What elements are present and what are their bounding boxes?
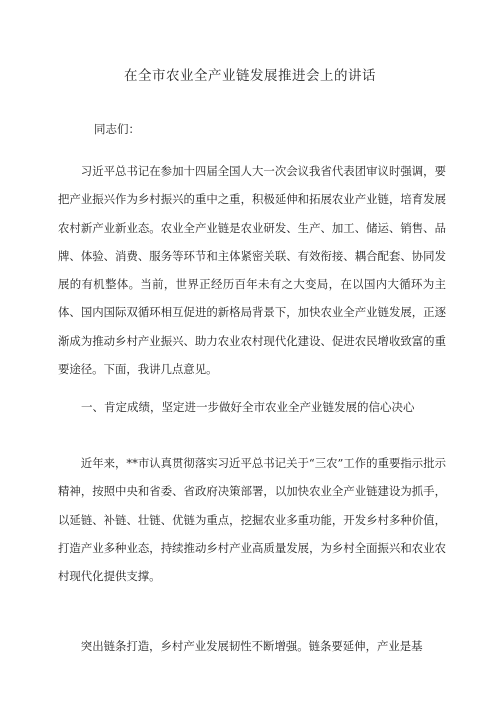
paragraph-chain: 突出链条打造，乡村产业发展韧性不断增强。链条要延伸，产业是基 bbox=[80, 639, 423, 653]
salutation: 同志们： bbox=[94, 122, 140, 136]
paragraph-achievements: 近年来，**市认真贯彻落实习近平总书记关于“三农”工作的重要指示批示精神，按照中央和省委、省政府决策部署，以加快农业全产业链建设为抓手，以延链、补链、壮链、优链为重点，挖掘农业多重功能，开发乡村多种价值，打造产业多种业态，持续推动乡村产业高质量发展，为乡村全面振兴和农业农村现代化提供支撑。 bbox=[58, 456, 446, 584]
paragraph-intro: 习近平总书记在参加十四届全国人大一次会议我省代表团审议时强调，要把产业振兴作为乡村振兴的重中之重，积极延伸和拓展农业产业链，培育发展农村新产业新业态。农业全产业链是农业研发、生产、加工、储运、销售、品牌、体验、消费、服务等环节和主体紧密关联、有效衔接、耦合配套、协同发展的有机整体。当前，世界正经历百年未有之大变局，在以国内大循环为主体、国内国际双循环相互促进的新格局背景下，加快农业全产业链发展，正逐渐成为推动乡村产业振兴、助力农业农村现代化建设、促进农民增收致富的重要途径。下面，我讲几点意见。 bbox=[58, 164, 446, 377]
section-heading: 一、肯定成绩，坚定进一步做好全市农业全产业链发展的信心决心 bbox=[81, 400, 415, 414]
document-title: 在全市农业全产业链发展推进会上的讲话 bbox=[124, 68, 376, 84]
